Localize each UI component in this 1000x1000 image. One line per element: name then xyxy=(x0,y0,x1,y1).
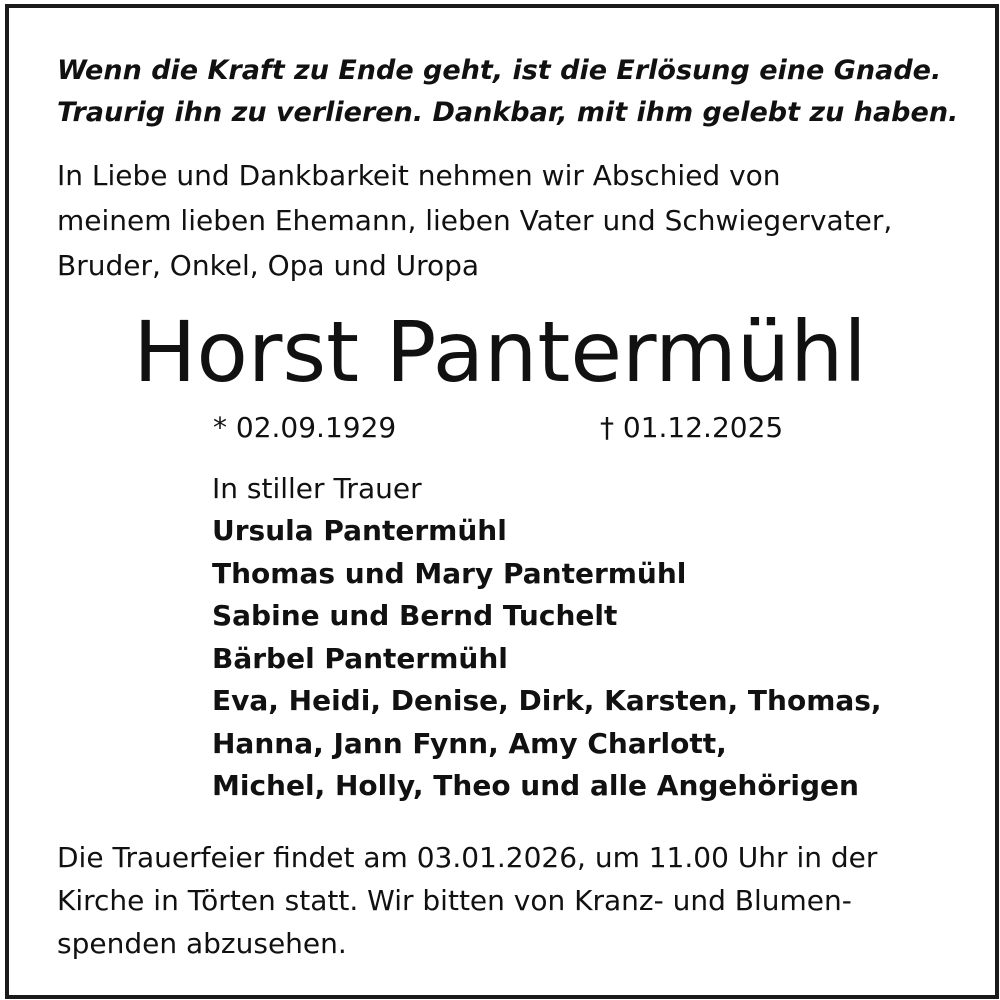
mourner-name: Michel, Holly, Theo und alle Angehörigen xyxy=(212,769,859,802)
mourner-name: Bärbel Pantermühl xyxy=(212,641,508,675)
mourners-list xyxy=(212,468,972,808)
mourner-name: Sabine und Bernd Tuchelt xyxy=(212,599,618,632)
mourner-name: Thomas und Mary Pantermühl xyxy=(212,556,687,590)
service-info xyxy=(57,836,957,965)
service-line: spenden abzusehen. xyxy=(57,927,347,960)
service-line: Die Trauerfeier findet am 03.01.2026, um 11.00 Uhr in der xyxy=(57,841,878,874)
death-date: † 01.12.2025 xyxy=(600,411,784,444)
intro-line: Bruder, Onkel, Opa und Uropa xyxy=(57,249,480,282)
mourner-name: Eva, Heidi, Denise, Dirk, Karsten, Thomas, xyxy=(212,684,882,717)
deceased-name: Horst Pantermühl xyxy=(133,303,867,401)
intro-text xyxy=(57,153,967,288)
intro-line: meinem lieben Ehemann, lieben Vater und Schwiegervater, xyxy=(57,204,893,237)
service-line: Kirche in Törten statt. Wir bitten von Kranz- und Blumen- xyxy=(57,884,852,917)
mourner-name: Hanna, Jann Fynn, Amy Charlott, xyxy=(212,726,727,760)
intro-line: In Liebe und Dankbarkeit nehmen wir Abschied von xyxy=(57,159,781,192)
motto-line: Traurig ihn zu verlieren. Dankbar, mit ihm gelebt zu haben. xyxy=(57,97,959,128)
motto-line: Wenn die Kraft zu Ende geht, ist die Erlösung eine Gnade. xyxy=(57,55,942,86)
birth-date: * 02.09.1929 xyxy=(213,411,397,444)
mourners-lead: In stiller Trauer xyxy=(212,472,422,505)
mourner-name: Ursula Pantermühl xyxy=(212,514,507,547)
motto xyxy=(57,50,957,134)
